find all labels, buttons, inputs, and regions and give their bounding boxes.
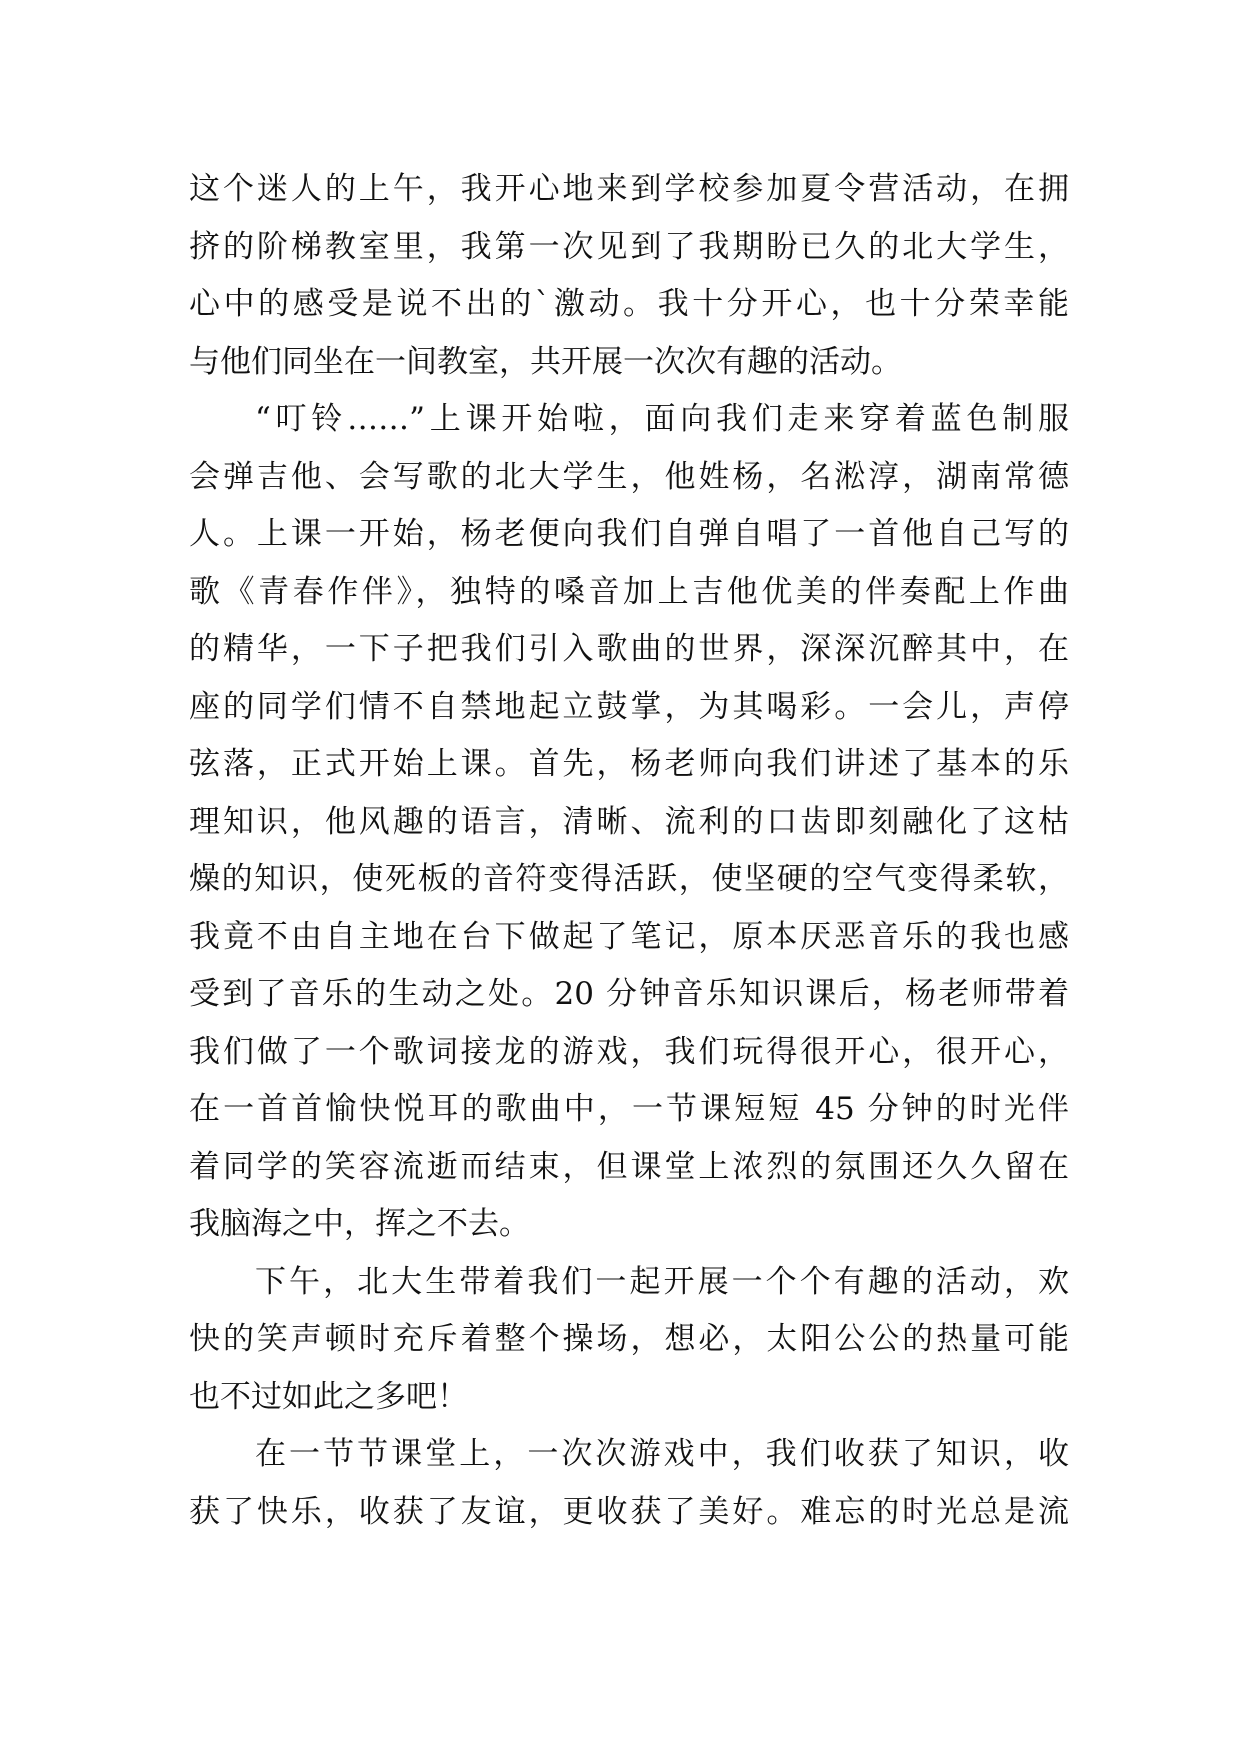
text-line: 我们做了一个歌词接龙的游戏，我们玩得很开心，很开心， <box>189 1033 1069 1070</box>
text-line: 我竟不由自主地在台下做起了笔记，原本厌恶音乐的我也感 <box>189 918 1069 955</box>
paragraph-1 <box>189 161 1069 391</box>
text-line: 下午，北大生带着我们一起开展一个个有趣的活动，欢 <box>255 1263 1069 1300</box>
text-line: 心中的感受是说不出的`激动。我十分开心，也十分荣幸能 <box>189 286 1069 322</box>
text-line: 歌《青春作伴》，独特的嗓音加上吉他优美的伴奏配上作曲 <box>189 573 1069 610</box>
text-line: 燥的知识，使死板的音符变得活跃，使坚硬的空气变得柔软， <box>189 861 1069 897</box>
text-line: 快的笑声顿时充斥着整个操场，想必，太阳公公的热量可能 <box>189 1321 1069 1357</box>
text-line: 在一节节课堂上，一次次游戏中，我们收获了知识，收 <box>255 1436 1069 1472</box>
text-line: 这个迷人的上午，我开心地来到学校参加夏令营活动，在拥 <box>189 171 1069 207</box>
document-body <box>189 161 1069 1541</box>
paragraph-2 <box>189 391 1069 1254</box>
text-line: 理知识，他风趣的语言，清晰、流利的口齿即刻融化了这枯 <box>189 803 1069 840</box>
text-line: 受到了音乐的生动之处。20 分钟音乐知识课后，杨老师带着 <box>189 976 1069 1012</box>
text-line: 获了快乐，收获了友谊，更收获了美好。难忘的时光总是流 <box>189 1493 1069 1530</box>
text-line: 弦落，正式开始上课。首先，杨老师向我们讲述了基本的乐 <box>189 746 1069 782</box>
paragraph-3 <box>189 1254 1069 1427</box>
paragraph-4 <box>189 1426 1069 1541</box>
text-line: “叮铃……”上课开始啦，面向我们走来穿着蓝色制服 <box>255 401 1069 437</box>
text-line: 人。上课一开始，杨老便向我们自弹自唱了一首他自己写的 <box>189 516 1069 552</box>
text-line: 也不过如此之多吧！ <box>189 1378 468 1415</box>
text-line: 座的同学们情不自禁地起立鼓掌，为其喝彩。一会儿，声停 <box>189 688 1069 725</box>
text-line: 会弹吉他、会写歌的北大学生，他姓杨，名淞淳，湖南常德 <box>189 458 1069 495</box>
text-line: 我脑海之中，挥之不去。 <box>189 1206 530 1242</box>
text-line: 着同学的笑容流逝而结束，但课堂上浓烈的氛围还久久留在 <box>189 1148 1069 1185</box>
text-line: 的精华，一下子把我们引入歌曲的世界，深深沉醉其中，在 <box>189 631 1069 667</box>
text-line: 挤的阶梯教室里，我第一次见到了我期盼已久的北大学生， <box>189 228 1069 265</box>
text-line: 与他们同坐在一间教室，共开展一次次有趣的活动。 <box>189 343 902 380</box>
text-line: 在一首首愉快悦耳的歌曲中，一节课短短 45 分钟的时光伴 <box>189 1091 1069 1127</box>
